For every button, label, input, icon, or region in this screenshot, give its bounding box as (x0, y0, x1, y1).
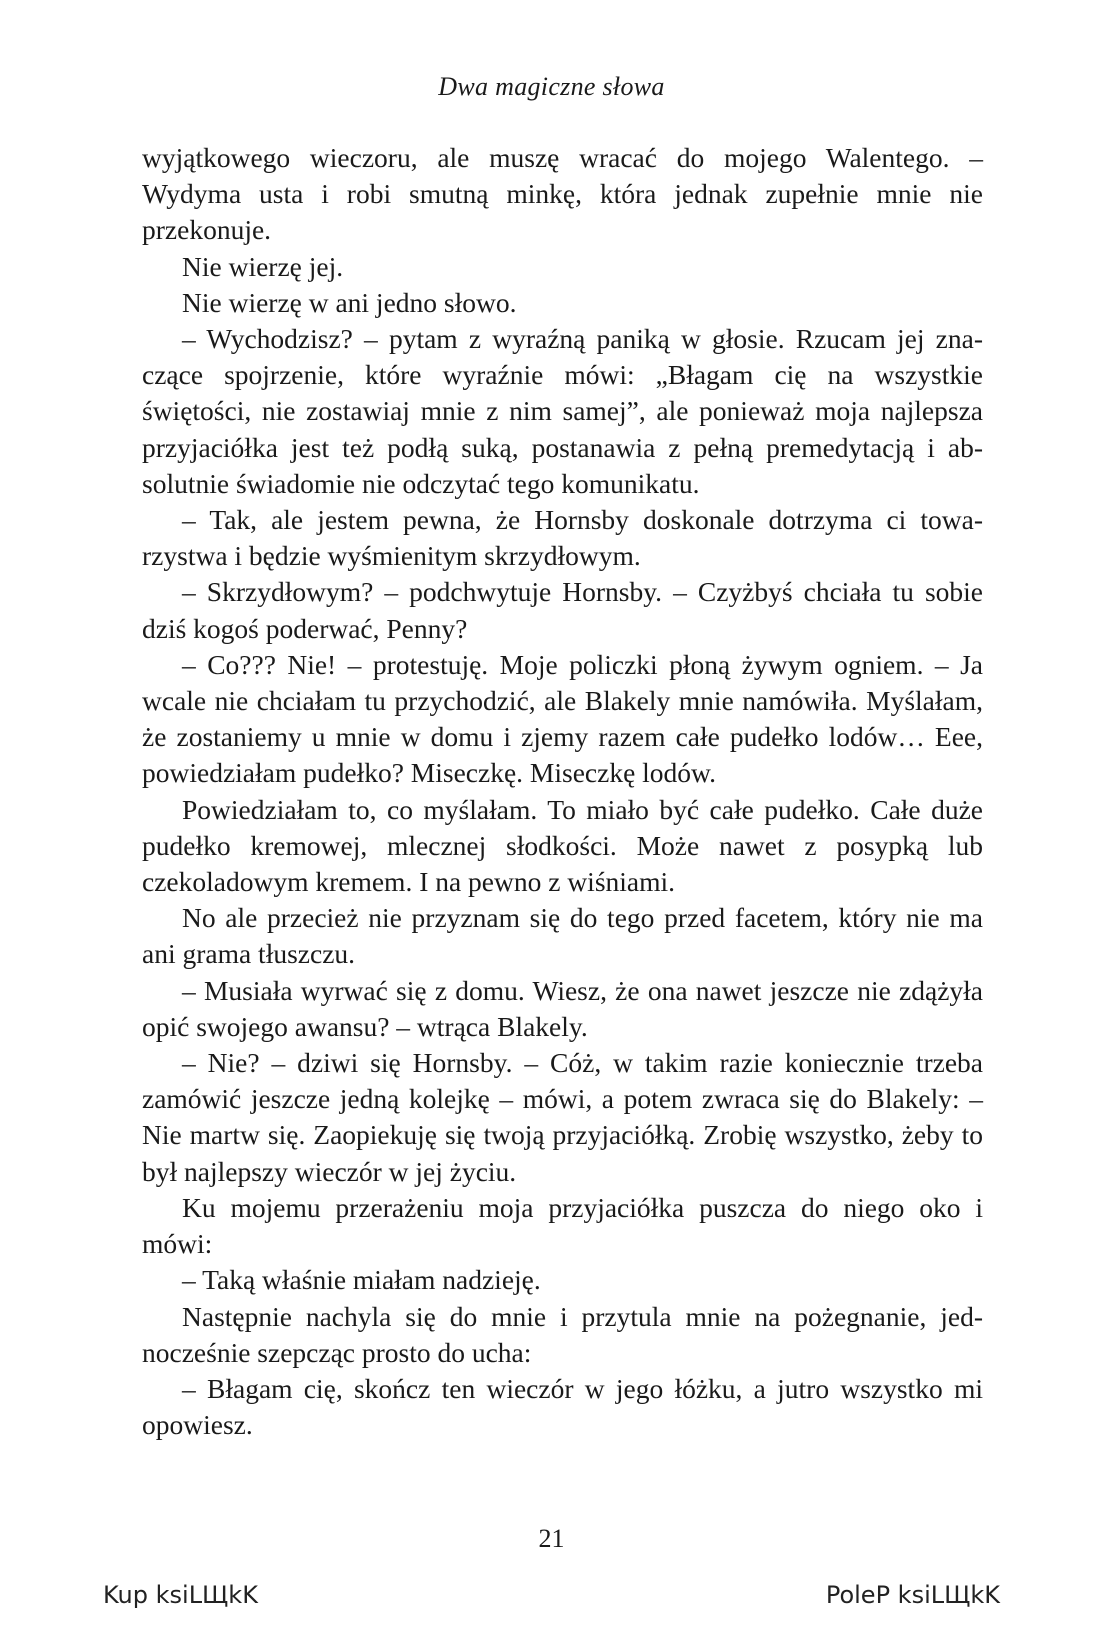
paragraph-6: – Skrzydłowym? – podchwytuje Hornsby. – Czyżbyś chciała tu sobie dziś kogoś poderwać, Penny? (142, 576, 983, 644)
paragraph-5: – Tak, ale jestem pewna, że Hornsby doskonale dotrzyma ci towarzystwa i będzie wyśmienitym skrzydłowym. (142, 504, 983, 572)
paragraph-15: – Błagam cię, skończ ten wieczór w jego łóżku, a jutro wszystko mi opowiesz. (142, 1372, 983, 1441)
running-title: Dwa magiczne słowa (438, 72, 665, 101)
paragraph-4: – Wychodzisz? – pytam z wyraźną paniką w głosie. Rzucam jej znaczące spojrzenie, które wyraźnie mówi: „Błagam cię na wszystkie świętości, nie zostawiaj mnie z nim samej”, ale ponieważ moja najlepsza przyjaciółka jest też podłą suką, postanawia z pełną premedytacją i absolutnie świadomie nie odczytać tego komunikatu. (142, 323, 983, 499)
paragraph-13: – Taką właśnie miałam nadzieję. (182, 1264, 541, 1296)
paragraph-9: No ale przecież nie przyznam się do tego przed facetem, który nie ma ani grama tłuszczu. (142, 902, 983, 970)
body-text (142, 140, 983, 1443)
recommend-book-link[interactable]: PoleP ksiLЩkK (825, 1581, 1000, 1609)
paragraph-1: wyjątkowego wieczoru, ale muszę wracać do mojego Walentego. – Wydyma usta i robi smutną minkę, która jednak zupełnie mnie nie przekonuje. (142, 142, 983, 246)
paragraph-7: – Co??? Nie! – protestuję. Moje policzki płoną żywym ogniem. – Ja wcale nie chciałam tu przychodzić, ale Blakely mnie namówiła. Myślałam, że zostaniemy u mnie w domu i zjemy razem całe pudełko lodów… Eee, powiedziałam pudełko? Miseczkę. Miseczkę lodów. (142, 648, 983, 789)
paragraph-11: – Nie? – dziwi się Hornsby. – Cóż, w takim razie koniecznie trzeba zamówić jeszcze jedną kolejkę – mówi, a potem zwraca się do Blakely: – Nie martw się. Zaopiekuję się twoją przyjaciółką. Zrobię wszystko, żeby to był najlepszy wieczór w jej życiu. (142, 1047, 983, 1187)
paragraph-14: Następnie nachyla się do mnie i przytula mnie na pożegnanie, jednocześnie szepcząc prosto do ucha: (142, 1300, 983, 1368)
buy-book-link[interactable]: Kup ksiLЩkK (103, 1581, 258, 1609)
paragraph-2: Nie wierzę jej. (182, 250, 344, 282)
paragraph-10: – Musiała wyrwać się z domu. Wiesz, że ona nawet jeszcze nie zdążyła opić swojego awansu? – wtrąca Blakely. (142, 974, 983, 1042)
paragraph-12: Ku mojemu przerażeniu moja przyjaciółka puszcza do niego oko i mówi: (142, 1191, 983, 1260)
page-number: 21 (538, 1524, 565, 1553)
paragraph-3: Nie wierzę w ani jedno słowo. (182, 286, 517, 318)
paragraph-8: Powiedziałam to, co myślałam. To miało być całe pudełko. Całe duże pudełko kremowej, mlecznej słodkości. Może nawet z posypką lub czekoladowym kremem. I na pewno z wiśniami. (142, 793, 983, 898)
